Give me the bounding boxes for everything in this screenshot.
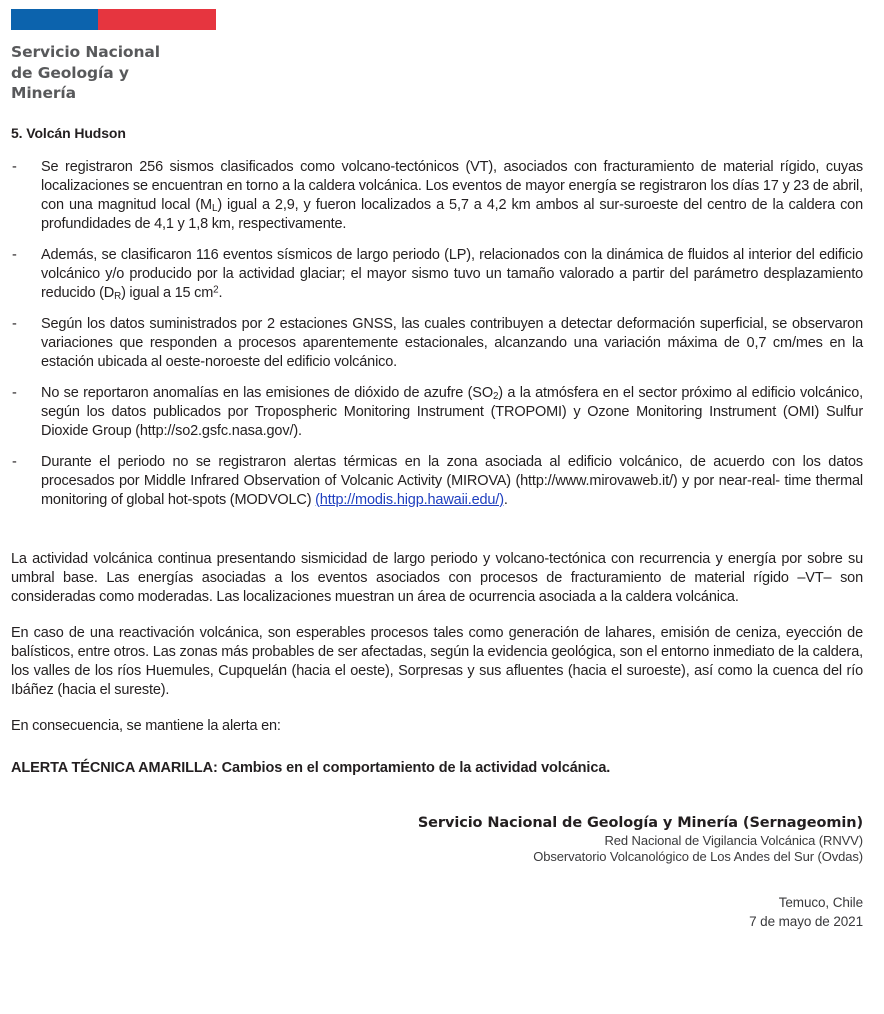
flag-red-segment: [98, 9, 216, 30]
logo-line-3: Minería: [11, 84, 77, 102]
bullet-marker: -: [12, 453, 17, 470]
bullet-2-pre: Además, se clasificaron 116 eventos sísmicos de largo periodo (LP), relacionados con la dinámica de fluidos al interior del edificio volcánico y/o producido por la actividad glaciar; el mayor sismo tuvo un tamaño valorado a partir del parámetro desplazamiento reducido (D: [41, 246, 863, 301]
bullet-2-mid: ) igual a 15 cm: [121, 284, 214, 301]
list-item-text: [41, 158, 863, 234]
bullet-5-post: .: [503, 491, 508, 508]
list-item-gnss-deformation: [11, 315, 863, 372]
assessment-paragraph-3: En consecuencia, se mantiene la alerta en:: [11, 717, 281, 734]
list-item-text: [41, 453, 863, 510]
assessment-paragraph-1: La actividad volcánica continua presentando sismicidad de largo periodo y volcano-tectónica con recurrencia y energía por sobre su umbral base. Las energías asociadas a los eventos asociados con procesos de fracturamiento de material rígido –VT– son consideradas como moderadas. Las localizaciones muestran un área de ocurrencia asociada a la caldera volcánica.: [11, 550, 863, 605]
signature-organization: Servicio Nacional de Geología y Minería (Sernageomin): [417, 814, 863, 831]
list-item-text: [41, 246, 863, 303]
list-item-thermal-anomalies: [11, 453, 863, 510]
bullet-4-post: ) a la atmósfera en el sector próximo al edificio volcánico, según los datos publicados por Tropospheric Monitoring Instrument (TROPOMI) y Ozone Monitoring Instrument (OMI) Sulfur Dioxide Group (http://so2.gsfc.nasa.gov/).: [41, 384, 863, 439]
assessment-section: [11, 550, 863, 778]
signature-observatory: Observatorio Volcanológico de Los Andes del Sur (Ovdas): [533, 849, 863, 864]
bullet-1-post: ) igual a 2,9, y fueron localizados a 5,7 a 4,2 km ambos al sur-suroeste del centro de la caldera con profundidades de 4,1 y 1,8 km, respectivamente.: [41, 196, 864, 232]
document-header: [11, 0, 863, 104]
bullet-4-subscript: 2: [492, 390, 499, 402]
bullet-marker: -: [12, 246, 17, 263]
logo-line-1: Servicio Nacional: [11, 43, 160, 61]
signature-network: Red Nacional de Vigilancia Volcánica (RNVV): [604, 832, 863, 848]
list-item-text: [41, 384, 863, 441]
alert-level-statement: ALERTA TÉCNICA AMARILLA: Cambios en el comportamiento de la actividad volcánica.: [11, 759, 611, 776]
list-item-text: Según los datos suministrados por 2 estaciones GNSS, las cuales contribuyen a detectar deformación superficial, se observaron variaciones que responden a procesos aparentemente estacionales, alcanzando una variación máxima de 0,7 cm/mes en la estación ubicada al oeste-noroeste del edificio volcánico.: [41, 315, 863, 370]
sernageomin-flag-bar: [11, 9, 216, 30]
place-label: Temuco, Chile: [778, 894, 863, 910]
bullet-1-pre: Se registraron 256 sismos clasificados como volcano-tectónicos (VT), asociados con fracturamiento de material rígido, cuyas localizaciones se encuentran en torno a la caldera volcánica. Los eventos de mayor energía se registraron los días 17 y 23 de abril, con una magnitud local (M: [41, 158, 863, 213]
observations-list: [11, 158, 863, 510]
bullet-1-subscript: L: [211, 202, 218, 214]
bullet-2-subscript: R: [114, 290, 122, 302]
flag-blue-segment: [11, 9, 98, 30]
bullet-marker: -: [12, 158, 17, 175]
modvolc-link[interactable]: (http://modis.higp.hawaii.edu/): [315, 491, 504, 508]
bullet-marker: -: [12, 384, 17, 401]
organization-logo-text: [11, 42, 863, 104]
section-heading: 5. Volcán Hudson: [11, 124, 126, 141]
date-label: 7 de mayo de 2021: [749, 913, 863, 929]
place-date-block: [11, 893, 863, 931]
bullet-marker: -: [12, 315, 17, 332]
list-item-lp-seismicity: [11, 246, 863, 303]
assessment-paragraph-2: En caso de una reactivación volcánica, son esperables procesos tales como generación de lahares, emisión de ceniza, eyección de balísticos, entre otros. Las zonas más probables de ser afectadas, según la evidencia geológica, son el entorno inmediato de la caldera, los valles de los ríos Huemules, Cupquelán (hacia el oeste), Sorpresas y sus afluentes (hacia el suroeste), así como la cuenca del río Ibáñez (hacia el sureste).: [11, 624, 863, 698]
signature-block: [11, 814, 863, 866]
bullet-2-superscript: 2: [213, 284, 219, 296]
bullet-5-pre: Durante el periodo no se registraron alertas térmicas en la zona asociada al edificio volcánico, de acuerdo con los datos procesados por Middle Infrared Observation of Volcanic Activity (MIROVA) (http://www.mirovaweb.it/) y por near-real- time thermal monitoring of global hot-spots (MODVOLC): [41, 453, 863, 508]
logo-line-2: de Geología y: [11, 63, 129, 82]
bullet-2-post: .: [218, 284, 223, 301]
bullet-4-pre: No se reportaron anomalías en las emisiones de dióxido de azufre (SO: [41, 384, 493, 401]
list-item-so2-emissions: [11, 384, 863, 441]
list-item-vt-seismicity: [11, 158, 863, 234]
